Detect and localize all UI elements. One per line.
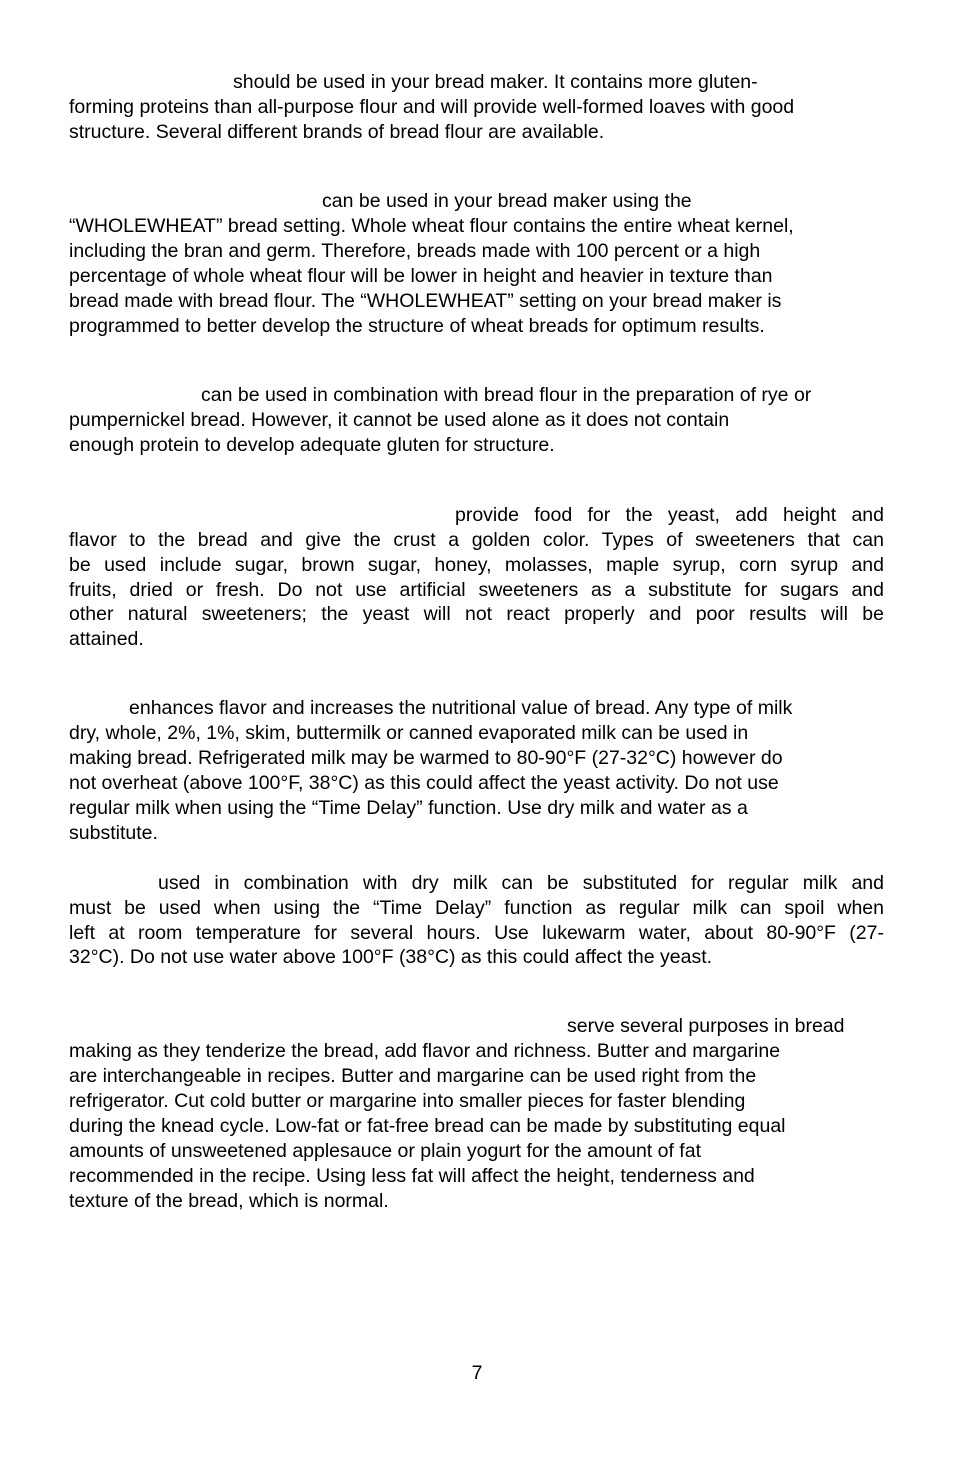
text-line: structure. Several different brands of bread flour are available. (69, 121, 605, 143)
text-line: must be used when using the “Time Delay” function as regular milk can spoil when (69, 897, 884, 919)
text-line: making bread. Refrigerated milk may be warmed to 80-90°F (27-32°C) however do (69, 747, 783, 769)
text-line: regular milk when using the “Time Delay” function. Use dry milk and water as a (69, 797, 748, 819)
text-line: fruits, dried or fresh. Do not use artificial sweeteners as a substitute for sugars and (69, 579, 884, 601)
text-line: “WHOLEWHEAT” bread setting. Whole wheat flour contains the entire wheat kernel, (69, 215, 794, 237)
text-line: not overheat (above 100°F, 38°C) as this could affect the yeast activity. Do not use (69, 772, 779, 794)
text-line: dry, whole, 2%, 1%, skim, buttermilk or canned evaporated milk can be used in (69, 722, 749, 744)
text-line: percentage of whole wheat flour will be lower in height and heavier in texture than (69, 265, 773, 287)
page-number: 7 (471, 1362, 483, 1384)
text-line: should be used in your bread maker. It contains more gluten- (233, 71, 758, 93)
text-line: serve several purposes in bread (567, 1015, 845, 1037)
text-line: 32°C). Do not use water above 100°F (38°C) as this could affect the yeast. (69, 946, 713, 968)
text-line: programmed to better develop the structure of wheat breads for optimum results. (69, 315, 765, 337)
text-line: attained. (69, 628, 144, 650)
text-line: enhances flavor and increases the nutritional value of bread. Any type of milk (129, 697, 793, 719)
text-line: substitute. (69, 822, 158, 844)
text-line: can be used in your bread maker using the (322, 190, 692, 212)
text-line: are interchangeable in recipes. Butter and margarine can be used right from the (69, 1065, 757, 1087)
text-line: during the knead cycle. Low-fat or fat-free bread can be made by substituting equal (69, 1115, 786, 1137)
text-line: refrigerator. Cut cold butter or margarine into smaller pieces for faster blending (69, 1090, 746, 1112)
text-line: pumpernickel bread. However, it cannot be used alone as it does not contain (69, 409, 730, 431)
text-line: can be used in combination with bread flour in the preparation of rye or (201, 384, 812, 406)
text-line: other natural sweeteners; the yeast will not react properly and poor results will be (69, 603, 884, 625)
text-line: enough protein to develop adequate gluten for structure. (69, 434, 555, 456)
text-line: recommended in the recipe. Using less fat will affect the height, tenderness and (69, 1165, 755, 1187)
text-line: including the bran and germ. Therefore, breads made with 100 percent or a high (69, 240, 761, 262)
text-line: be used include sugar, brown sugar, honey, molasses, maple syrup, corn syrup and (69, 554, 884, 576)
text-line: bread made with bread flour. The “WHOLEWHEAT” setting on your bread maker is (69, 290, 782, 312)
text-line: provide food for the yeast, add height and (455, 504, 884, 526)
text-line: forming proteins than all-purpose flour and will provide well-formed loaves with good (69, 96, 795, 118)
text-line: making as they tenderize the bread, add flavor and richness. Butter and margarine (69, 1040, 781, 1062)
text-line: flavor to the bread and give the crust a golden color. Types of sweeteners that can (69, 529, 884, 551)
text-line: left at room temperature for several hours. Use lukewarm water, about 80-90°F (27- (69, 922, 884, 944)
text-line: texture of the bread, which is normal. (69, 1190, 389, 1212)
text-line: used in combination with dry milk can be substituted for regular milk and (158, 872, 884, 894)
text-line: amounts of unsweetened applesauce or plain yogurt for the amount of fat (69, 1140, 701, 1162)
